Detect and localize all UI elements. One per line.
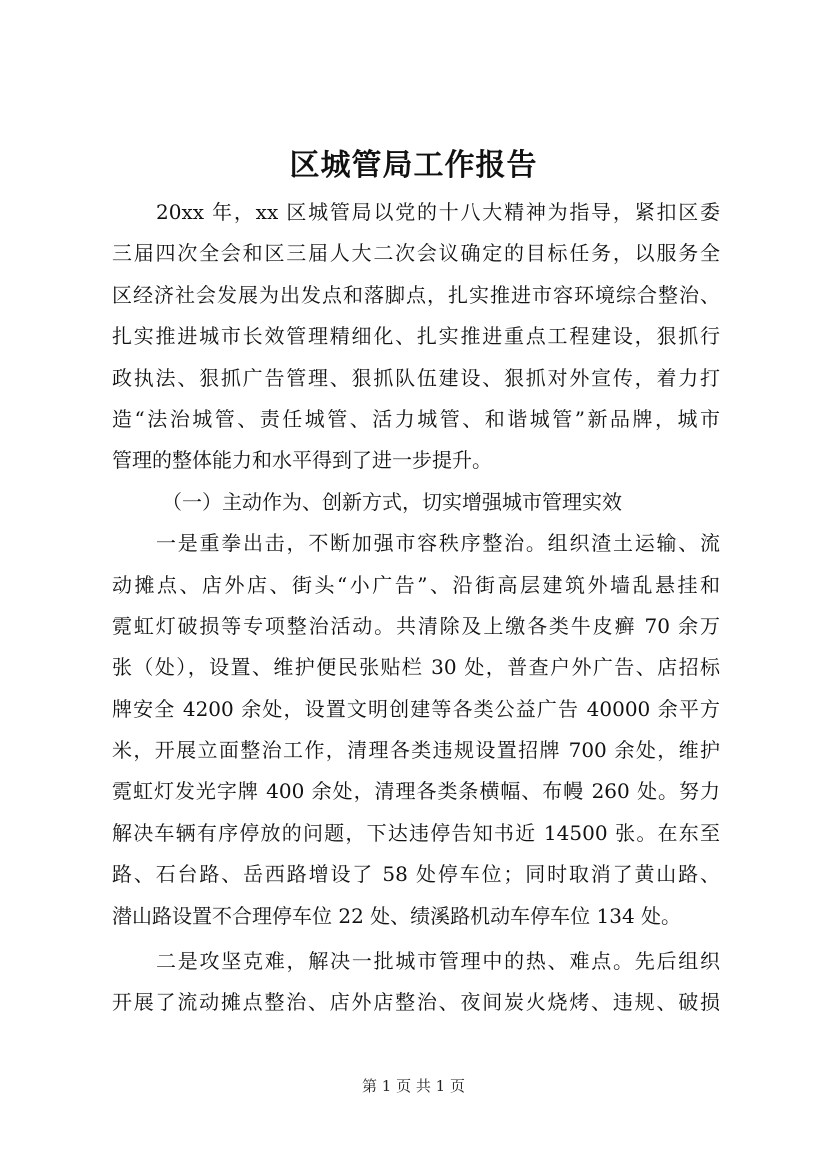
paragraph-line: 三届四次全会和区三届人大二次会议确定的目标任务，以服务全 — [112, 241, 720, 266]
section-heading: （一）主动作为、创新方式，切实增强城市管理实效 — [162, 489, 622, 514]
paragraph-line: 路、石台路、岳西路增设了 58 处停车位；同时取消了黄山路、 — [112, 862, 720, 887]
paragraph-line: 霓虹灯发光字牌 400 余处，清理各类条横幅、布幔 260 处。努力 — [112, 779, 720, 804]
paragraph-line: 一是重拳出击，不断加强市容秩序整治。组织渣土运输、流 — [156, 531, 720, 556]
paragraph-line: 解决车辆有序停放的问题，下达违停告知书近 14500 张。在东至 — [112, 820, 720, 845]
paragraph-line: 造“法治城管、责任城管、活力城管、和谐城管”新品牌，城市 — [112, 406, 720, 431]
paragraph-line: 政执法、狠抓广告管理、狠抓队伍建设、狠抓对外宣传，着力打 — [112, 365, 720, 390]
page-number: 第 1 页 共 1 页 — [362, 1077, 465, 1095]
paragraph-line: 牌安全 4200 余处，设置文明创建等各类公益广告 40000 余平方 — [112, 696, 720, 721]
paragraph-line: 米，开展立面整治工作，清理各类违规设置招牌 700 余处，维护 — [112, 738, 720, 763]
paragraph-line: 霓虹灯破损等专项整治活动。共清除及上缴各类牛皮癣 70 余万 — [112, 613, 720, 638]
paragraph-line: 二是攻坚克难，解决一批城市管理中的热、难点。先后组织 — [156, 949, 720, 974]
paragraph-line: 管理的整体能力和水平得到了进一步提升。 — [112, 448, 492, 473]
document-body — [112, 192, 720, 1024]
paragraph-line: 潜山路设置不合理停车位 22 处、绩溪路机动车停车位 134 处。 — [112, 903, 682, 928]
paragraph-line: 20xx 年，xx 区城管局以党的十八大精神为指导，紧扣区委 — [156, 200, 720, 224]
paragraph-line: 动摊点、店外店、街头“小广告”、沿街高层建筑外墙乱悬挂和 — [112, 572, 720, 597]
paragraph-line: 扎实推进城市长效管理精细化、扎实推进重点工程建设，狠抓行 — [112, 324, 720, 349]
paragraph-line: 区经济社会发展为出发点和落脚点，扎实推进市容环境综合整治、 — [112, 282, 720, 307]
paragraph-line: 开展了流动摊点整治、店外店整治、夜间炭火烧烤、违规、破损 — [112, 990, 720, 1015]
paragraph-line: 张（处），设置、维护便民张贴栏 30 处，普查户外广告、店招标 — [112, 655, 720, 680]
document-title: 区城管局工作报告 — [289, 148, 538, 183]
